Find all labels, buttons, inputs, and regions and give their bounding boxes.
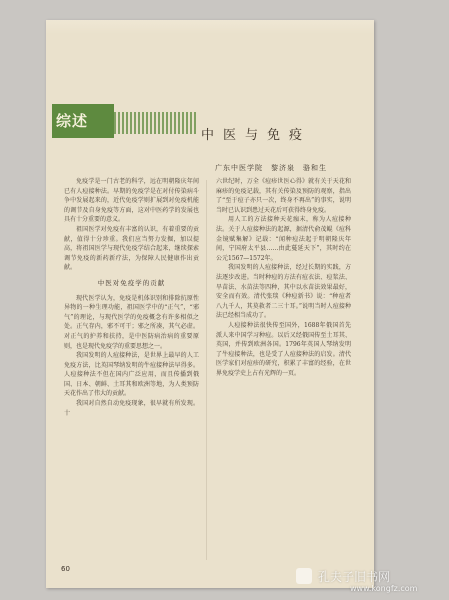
paragraph: 我国发明的人痘接种法，是世界上最早的人工免疫方法，比英国琴纳发明的牛痘接种法早得多。人痘接种法不但在国内广泛应用，而且传播到俄国、日本、朝鲜、土耳其和欧洲等地，为人类预防天花作出了伟大的贡献。 — [64, 352, 199, 398]
paragraph: 用人工的方法接种天花痂末，称为人痘接种法。关于人痘接种法的起源，据清代俞茂鲲《痘科金镜赋集解》记载：“闻种痘法起于明朝隆庆年间，宁国府太平县……由此蔓延天下”，其时约在公元1567—1572年。 — [216, 216, 351, 262]
watermark-logo-icon — [296, 568, 312, 584]
page-number: 60 — [61, 565, 70, 573]
paragraph: 我国发明的人痘接种法，经过长期的实践，方法逐步改进。当时种痘的方法有痘衣法、痘浆法、旱苗法、水苗法等四种，其中以水苗法效果最好，安全而有效。清代张琰《种痘新书》说：“种痘者八九千人，其莫救者二三十耳。”说明当时人痘接种法已经相当成功了。 — [216, 264, 351, 320]
article-title: 中医与免疫 — [200, 128, 311, 143]
right-column — [216, 177, 351, 378]
paragraph: 祖国医学对免疫有丰富的认识，有着重要的贡献，值得十分珍重。我们应当努力发掘，加以提高，将祖国医学与现代免疫学结合起来，继续探索调节免疫的新药新疗法，为保障人民健康作出贡献。 — [64, 225, 199, 272]
watermark-url: www.kongfz.com — [350, 584, 418, 593]
left-column — [64, 177, 199, 418]
section-subheading: 中医对免疫学的贡献 — [97, 278, 166, 287]
column-divider — [206, 180, 207, 560]
watermark-text: 孔夫子旧书网 — [318, 570, 391, 584]
paragraph: 免疫学是一门古老的科学，远在明朝隆庆年间已有人痘接种法。早期的免疫学是在对付传染病斗争中发展起来的，近代免疫学则扩展到对免疫机能的调节及自身免疫等方面，这对中医药学的发展也具有十分重要的意义。 — [64, 178, 199, 224]
magazine-page — [46, 20, 374, 588]
paragraph: 现代医学认为，免疫是机体识别和排除抗原性异物的一种生理功能，祖国医学中的“正气”，“邪气”的理论，与现代医学的免疫概念有许多相似之处。正气存内，邪不可干；邪之所凑，其气必虚。对正气的护养和扶持，是中医防病治病的重要原则，也是现代免疫学的重要思想之一。 — [64, 294, 199, 350]
article-authors: 广东中医学院 黎济泉 骆和生 — [215, 164, 327, 172]
paragraph: 六世纪时，万全《痘疹世医心得》就有关于天花和麻疹的免疫记载，其有关传染及预防的观察，指出了“至于痘子亦只一次，终身不再出”的事实，说明当时已认识到患过天花后可获得终身免疫。 — [216, 178, 351, 214]
section-badge: 综述 — [52, 104, 114, 138]
paragraph: 我国对自然自动免疫现象，很早就有所发现。十 — [64, 400, 199, 417]
paragraph: 人痘接种法很快传至国外，1688年俄国首先派人来中国学习种痘。以后又经俄国传至土耳其、英国，并传到欧洲各国。1796年英国人琴纳发明了牛痘接种法，也是受了人痘接种法的启发。清代医学家们对痘疹的研究，积累了丰富的经验，在世界免疫学史上占有光辉的一页。 — [216, 321, 351, 377]
